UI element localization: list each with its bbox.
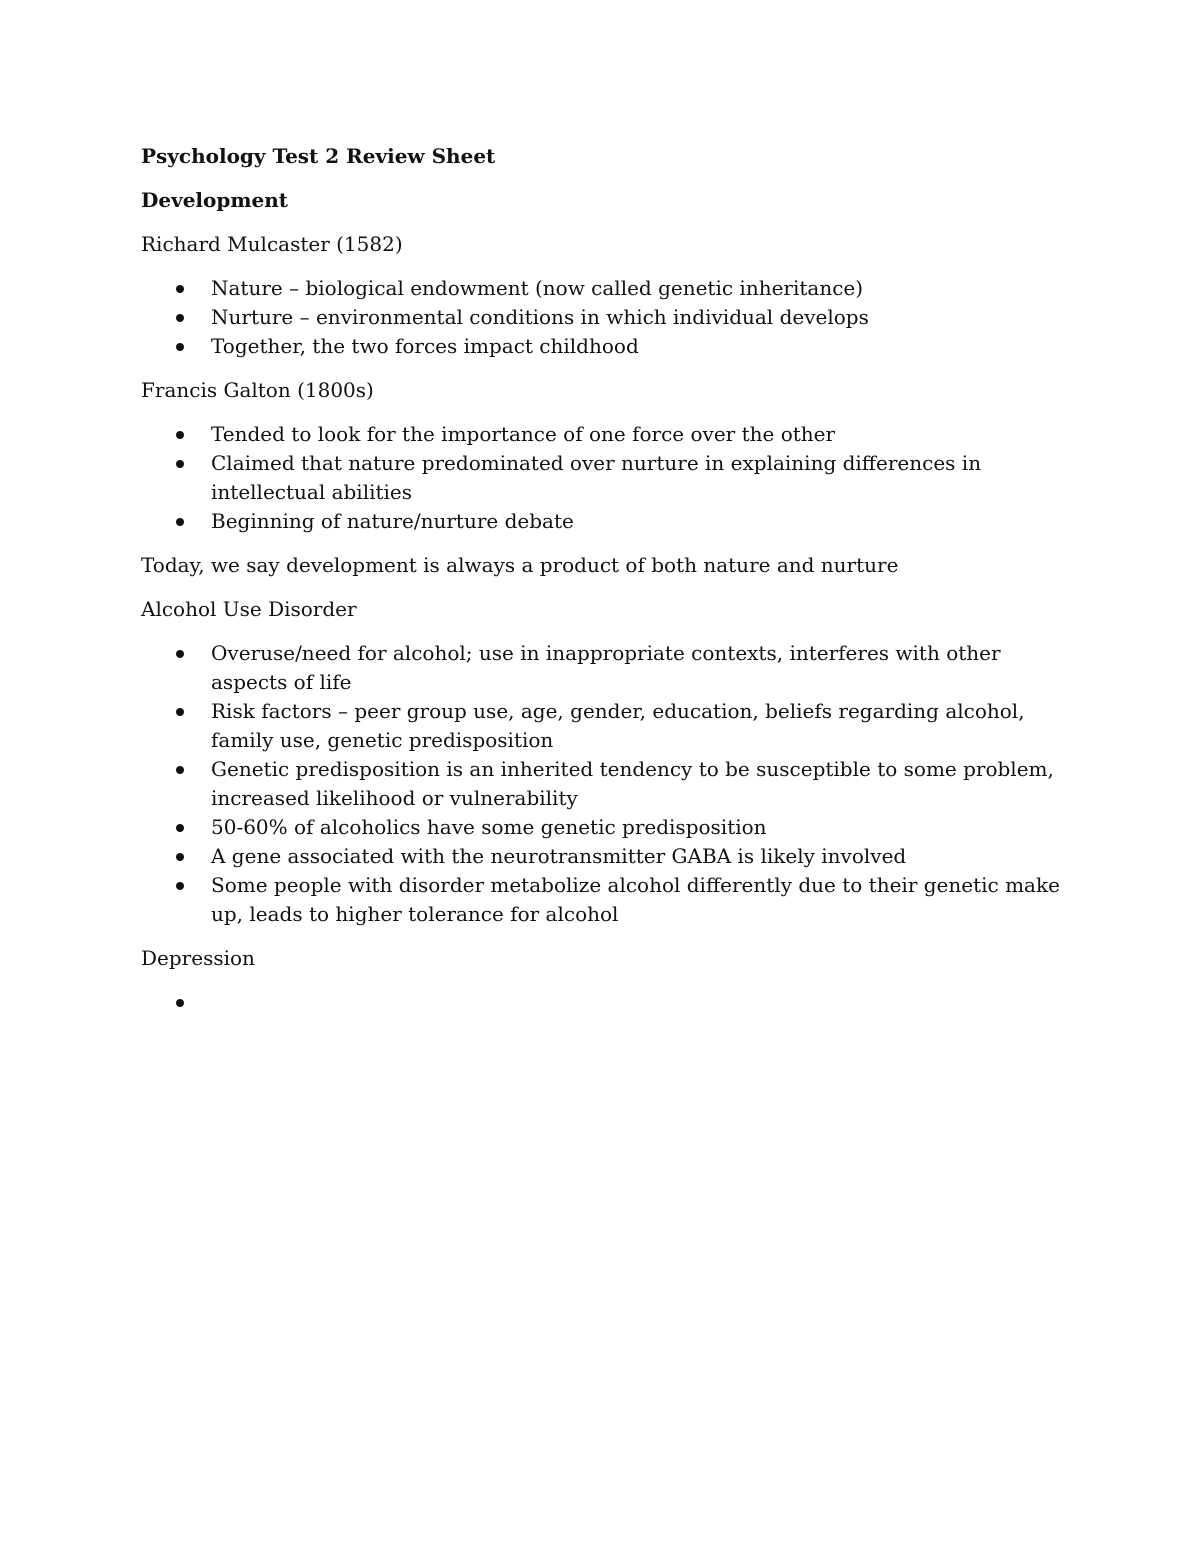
heading-depression: Depression [141, 946, 255, 970]
list-item: Nurture – environmental conditions in which individual develops [141, 303, 1061, 332]
list-item: Some people with disorder metabolize alcohol differently due to their genetic make up, leads to higher tolerance for alcohol [141, 871, 1061, 929]
list-item: Nature – biological endowment (now called genetic inheritance) [141, 274, 1061, 303]
list-item: A gene associated with the neurotransmitter GABA is likely involved [141, 842, 1061, 871]
list-alcohol [141, 639, 1061, 929]
list-item: 50-60% of alcoholics have some genetic predisposition [141, 813, 1061, 842]
paragraph-today: Today, we say development is always a product of both nature and nurture [141, 553, 899, 577]
list-item: Claimed that nature predominated over nurture in explaining differences in intellectual abilities [141, 449, 1061, 507]
list-item: Risk factors – peer group use, age, gender, education, beliefs regarding alcohol, family use, genetic predisposition [141, 697, 1061, 755]
heading-alcohol-use-disorder: Alcohol Use Disorder [141, 597, 357, 621]
heading-galton: Francis Galton (1800s) [141, 378, 374, 402]
list-item: Tended to look for the importance of one force over the other [141, 420, 1061, 449]
list-item-empty [141, 988, 1061, 1017]
list-item: Beginning of nature/nurture debate [141, 507, 1061, 536]
heading-mulcaster: Richard Mulcaster (1582) [141, 232, 403, 256]
list-item: Together, the two forces impact childhood [141, 332, 1061, 361]
section-heading-development: Development [141, 188, 289, 212]
document-body [141, 142, 1061, 1032]
list-galton [141, 420, 1061, 536]
list-item: Genetic predisposition is an inherited tendency to be susceptible to some problem, increased likelihood or vulnerability [141, 755, 1061, 813]
document-title: Psychology Test 2 Review Sheet [141, 144, 496, 168]
list-mulcaster [141, 274, 1061, 361]
list-depression [141, 988, 1061, 1017]
list-item: Overuse/need for alcohol; use in inappropriate contexts, interferes with other aspects of life [141, 639, 1061, 697]
